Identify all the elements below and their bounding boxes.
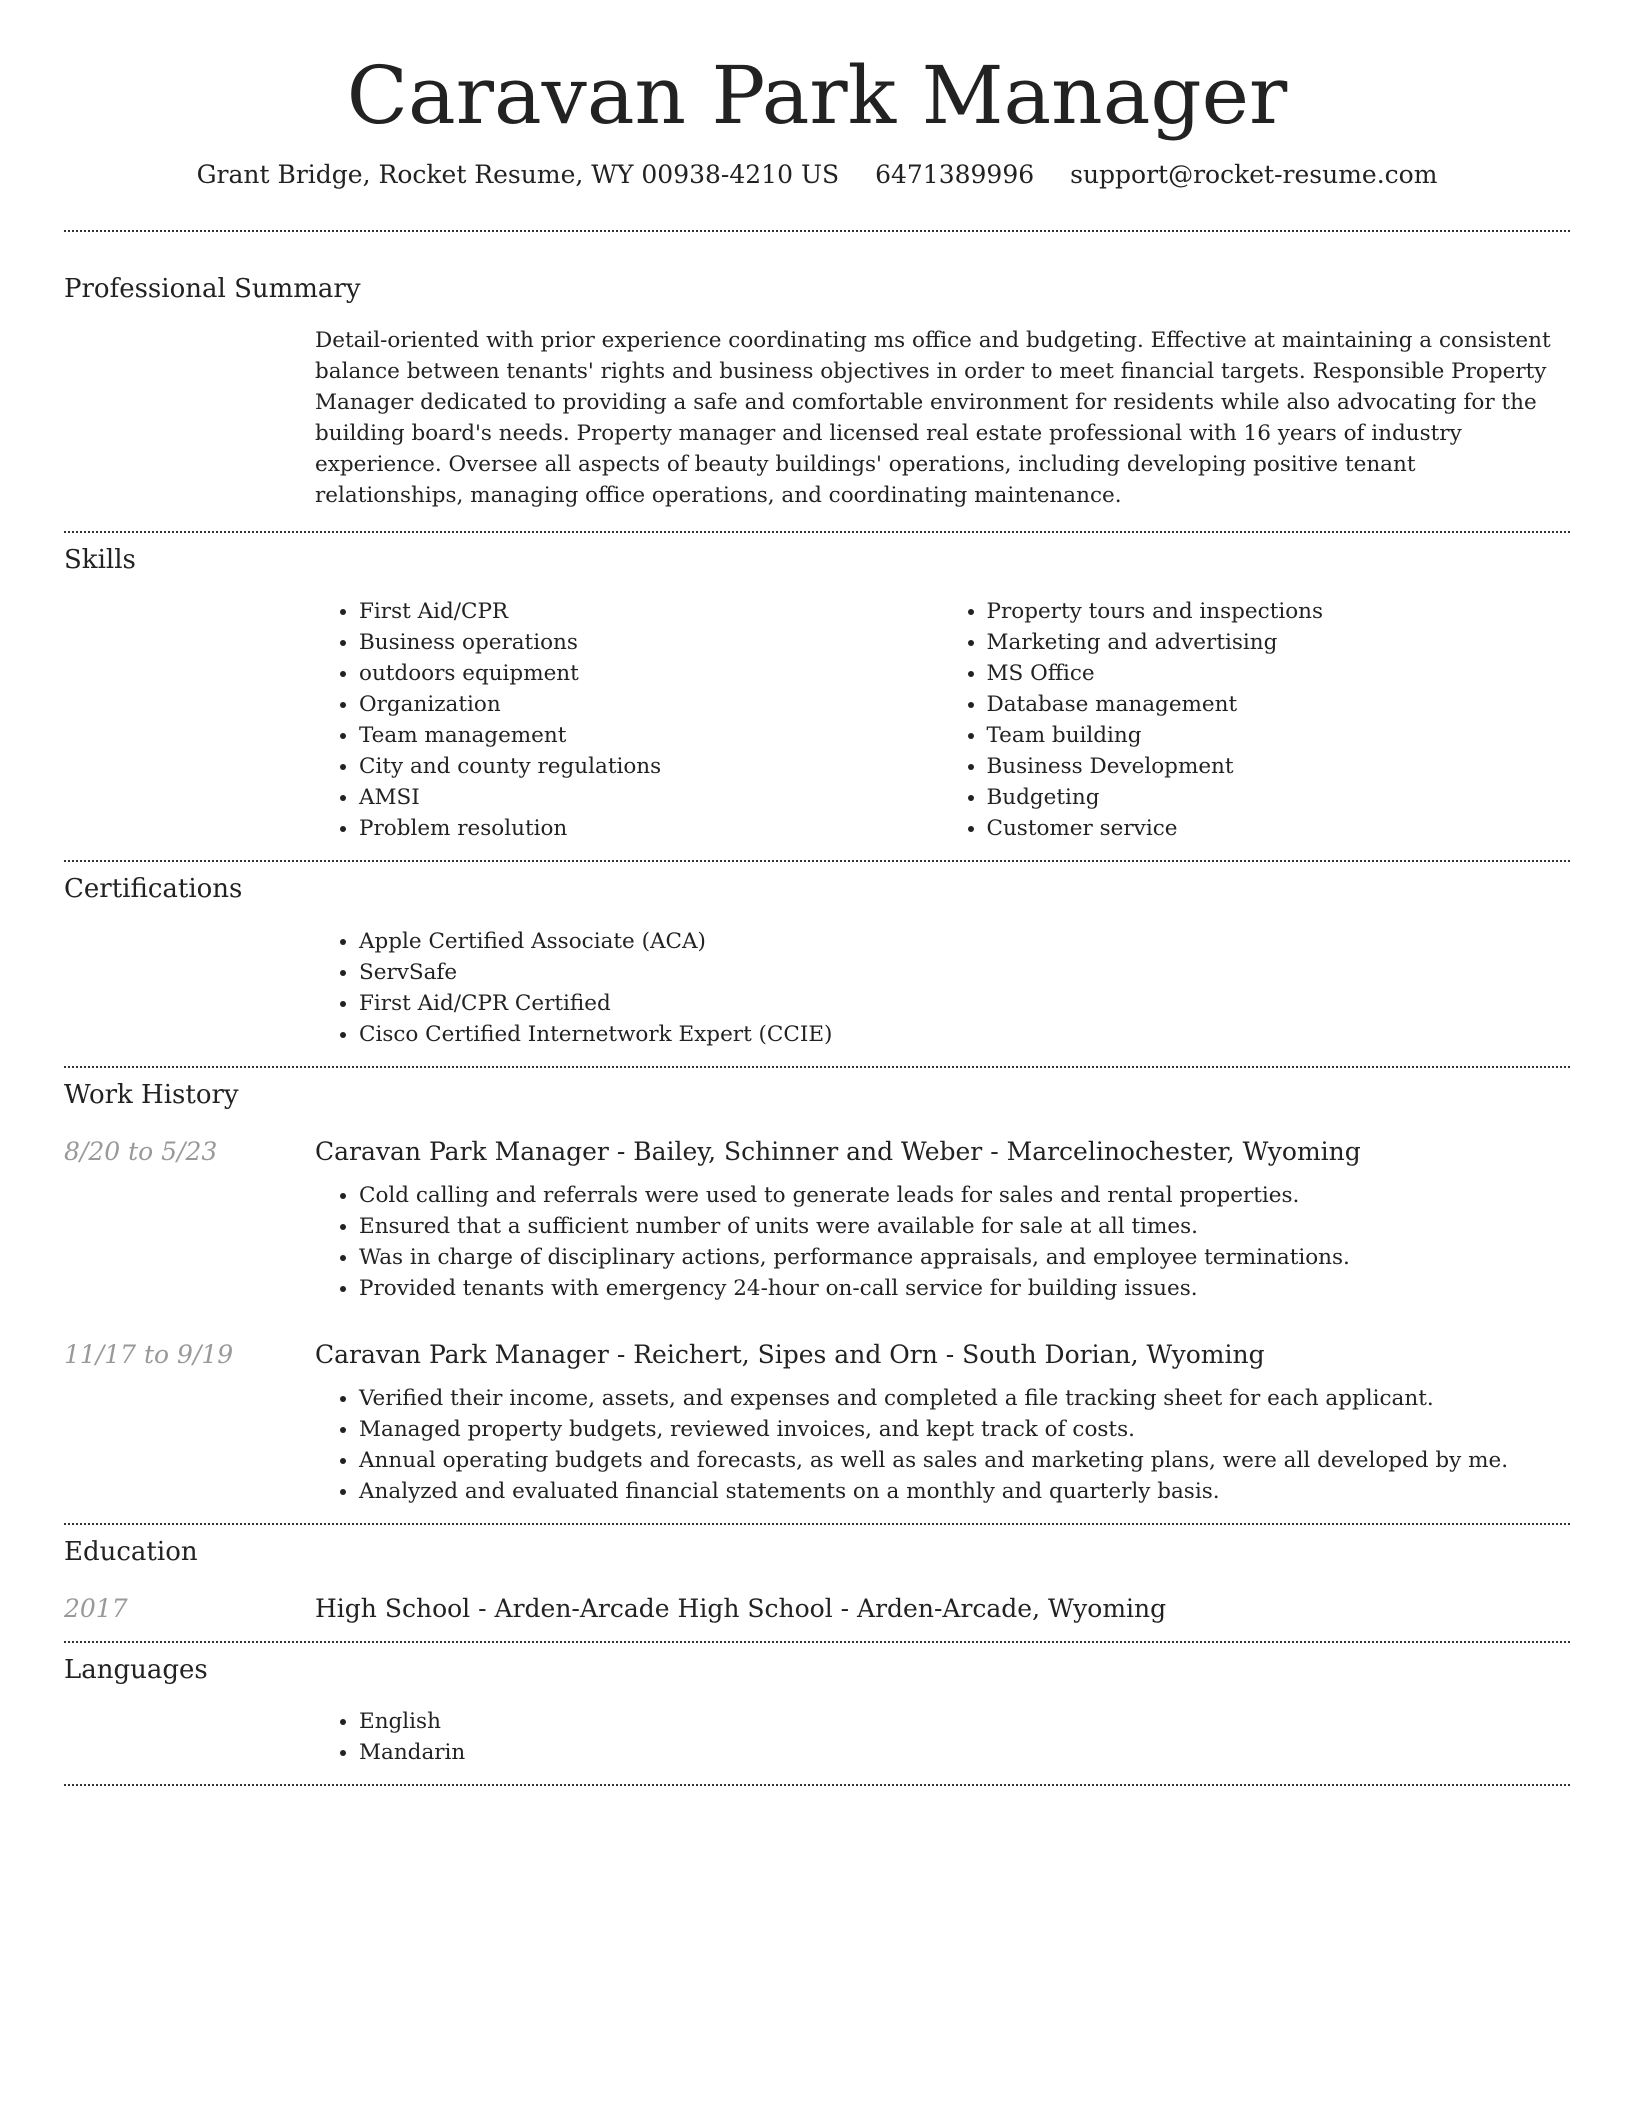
skill-item: • outdoors equipment (359, 658, 943, 689)
skill-item: • MS Office (987, 658, 1571, 689)
skill-item: • City and county regulations (359, 751, 943, 782)
skills-heading: Skills (64, 545, 136, 576)
work-heading: Work History (64, 1079, 239, 1110)
skill-item: • Team building (987, 720, 1571, 751)
certification-item: • ServSafe (359, 957, 1570, 988)
contact-email: support@rocket-resume.com (1070, 160, 1438, 189)
education-heading: Education (64, 1536, 198, 1567)
job-bullets (315, 1383, 1570, 1507)
skill-item: • Business Development (987, 751, 1571, 782)
divider (64, 531, 1570, 533)
language-item: • Mandarin (359, 1737, 1570, 1768)
certifications-section (64, 874, 1570, 1049)
skill-item: • Customer service (987, 813, 1571, 844)
skill-item: • Budgeting (987, 782, 1571, 813)
skill-item: • Marketing and advertising (987, 627, 1571, 658)
certification-item: • Apple Certified Associate (ACA) (359, 926, 1570, 957)
job-entry (64, 1340, 1570, 1507)
skill-item: • Organization (359, 689, 943, 720)
divider (64, 1066, 1570, 1068)
skill-item: • Property tours and inspections (987, 596, 1571, 627)
summary-text: Detail-oriented with prior experience coordinating ms office and budgeting. Effective at maintaining a consistent balance between tenants' rights and business objectives in order to meet financial targets. Responsible Property Manager dedicated to providing a safe and comfortable environment for residents while also advocating for the building board's needs. Property manager and licensed real estate professional with 16 years of industry experience. Oversee all aspects of beauty buildings' operations, including developing positive tenant relationships, managing office operations, and coordinating maintenance. (315, 328, 1551, 509)
certifications-list (315, 926, 1570, 1050)
divider (64, 1641, 1570, 1643)
contact-phone: 6471389996 (875, 160, 1035, 189)
job-bullet: • Was in charge of disciplinary actions, performance appraisals, and employee terminations. (359, 1242, 1570, 1273)
skill-item: • Business operations (359, 627, 943, 658)
skill-item: • AMSI (359, 782, 943, 813)
education-section (64, 1537, 1570, 1623)
job-date: 8/20 to 5/23 (64, 1136, 218, 1166)
job-bullet: • Analyzed and evaluated financial statements on a monthly and quarterly basis. (359, 1476, 1570, 1507)
language-item: • English (359, 1706, 1570, 1737)
job-bullet: • Provided tenants with emergency 24-hour on-call service for building issues. (359, 1273, 1570, 1304)
job-bullets (315, 1180, 1570, 1304)
job-title: Caravan Park Manager - Reichert, Sipes and Orn - South Dorian, Wyoming (315, 1339, 1265, 1369)
job-bullet: • Managed property budgets, reviewed invoices, and kept track of costs. (359, 1414, 1570, 1445)
certification-item: • Cisco Certified Internetwork Expert (CCIE) (359, 1019, 1570, 1050)
languages-heading: Languages (64, 1654, 208, 1685)
skill-item: • First Aid/CPR (359, 596, 943, 627)
divider (64, 230, 1570, 232)
job-entry (64, 1137, 1570, 1304)
job-bullet: • Annual operating budgets and forecasts, as well as sales and marketing plans, were all developed by me. (359, 1445, 1570, 1476)
contact-address: Grant Bridge, Rocket Resume, WY 00938-4210 US (196, 160, 840, 189)
job-date: 11/17 to 9/19 (64, 1339, 234, 1369)
certifications-heading: Certifications (64, 874, 243, 905)
work-section (64, 1080, 1570, 1507)
education-entry: High School - Arden-Arcade High School - Arden-Arcade, Wyoming (315, 1593, 1167, 1623)
skills-section (64, 545, 1570, 844)
contact-line (64, 160, 1570, 190)
job-bullet: • Ensured that a sufficient number of units were available for sale at all times. (359, 1211, 1570, 1242)
certification-item: • First Aid/CPR Certified (359, 988, 1570, 1019)
job-title: Caravan Park Manager - Bailey, Schinner and Weber - Marcelinochester, Wyoming (315, 1136, 1361, 1166)
job-bullet: • Cold calling and referrals were used to generate leads for sales and rental properties. (359, 1180, 1570, 1211)
divider (64, 1784, 1570, 1786)
skill-item: • Database management (987, 689, 1571, 720)
skill-item: • Team management (359, 720, 943, 751)
education-date: 2017 (64, 1593, 128, 1623)
resume-title: Caravan Park Manager (346, 49, 1288, 142)
divider (64, 1523, 1570, 1525)
skills-list-right (943, 596, 1571, 844)
languages-list (315, 1706, 1570, 1768)
skill-item: • Problem resolution (359, 813, 943, 844)
skills-list-left (315, 596, 943, 844)
resume-page (64, 0, 1570, 1786)
divider (64, 860, 1570, 862)
languages-section (64, 1655, 1570, 1768)
summary-heading: Professional Summary (64, 274, 361, 304)
job-bullet: • Verified their income, assets, and expenses and completed a file tracking sheet for each applicant. (359, 1383, 1570, 1414)
summary-section (64, 274, 1570, 511)
